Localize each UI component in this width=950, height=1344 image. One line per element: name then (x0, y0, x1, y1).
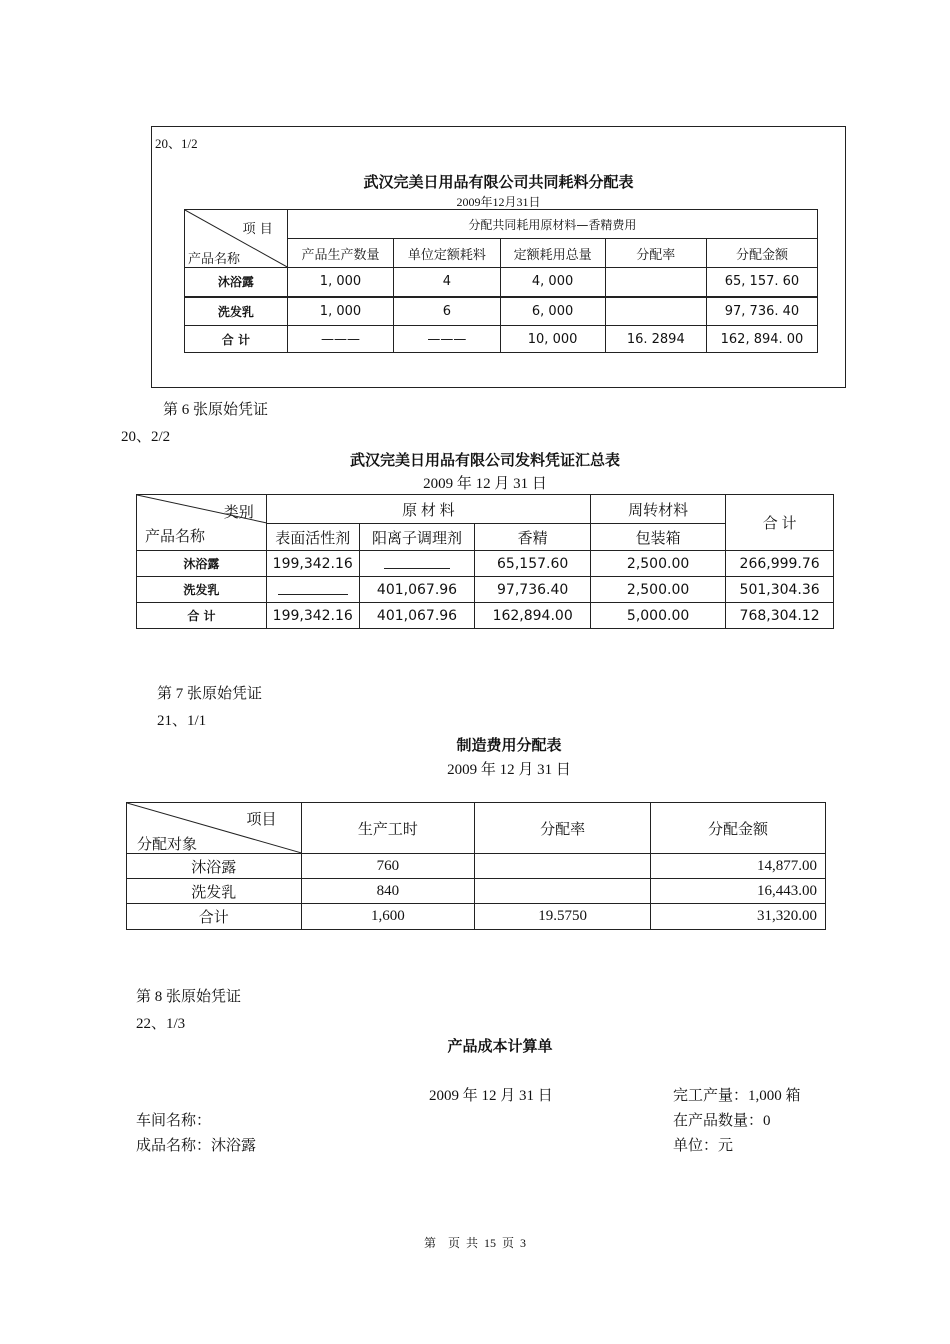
cell: 19.5750 (475, 904, 651, 930)
column-header: 阳离子调理剂 (359, 524, 475, 551)
cell (475, 879, 651, 904)
cell: 16,443.00 (650, 879, 825, 904)
manufacturing-overhead-table (126, 802, 826, 930)
section3-ref: 21、1/1 (157, 713, 207, 729)
voucher-8-label: 第 8 张原始凭证 (136, 989, 242, 1005)
cell: 14,877.00 (650, 854, 825, 879)
row-name: 沐浴露 (137, 551, 267, 577)
diagonal-header-cell (137, 495, 267, 551)
section2-title: 武汉完美日用品有限公司发料凭证汇总表 (349, 451, 620, 469)
finished-product-name: 成品名称：沐浴露 (136, 1138, 257, 1154)
cell: 2,500.00 (590, 551, 725, 577)
section2-date: 2009 年 12 月 31 日 (423, 476, 547, 492)
section4-date: 2009 年 12 月 31 日 (429, 1088, 553, 1104)
section1-title: 武汉完美日用品有限公司共同耗料分配表 (363, 173, 634, 191)
section4-ref: 22、1/3 (136, 1016, 186, 1032)
header-category-label: 类别 (223, 505, 254, 521)
row-name: 合 计 (185, 326, 288, 353)
table-row (185, 268, 818, 297)
cell: 840 (301, 879, 475, 904)
cell: 768,304.12 (726, 603, 834, 629)
row-name: 合计 (127, 904, 302, 930)
diagonal-header-cell (127, 803, 302, 854)
group-turnover-material: 周转材料 (590, 495, 725, 524)
section3-date: 2009 年 12 月 31 日 (447, 762, 571, 778)
table-row (185, 297, 818, 326)
cell: 97,736.40 (475, 577, 591, 603)
cell: 401,067.96 (359, 577, 475, 603)
cell: 16. 2894 (605, 326, 706, 353)
cell: 162,894.00 (475, 603, 591, 629)
cell: 199,342.16 (266, 603, 359, 629)
cell: 760 (301, 854, 475, 879)
row-name: 沐浴露 (185, 268, 288, 297)
column-header: 分配金额 (706, 239, 817, 268)
cell: 10, 000 (500, 326, 605, 353)
table-row (185, 326, 818, 353)
material-issue-summary-table (136, 494, 834, 629)
cell: 2,500.00 (590, 577, 725, 603)
column-header: 分配率 (605, 239, 706, 268)
section1-date: 2009年12月31日 (456, 195, 541, 209)
section3-title: 制造费用分配表 (456, 736, 562, 754)
row-name: 沐浴露 (127, 854, 302, 879)
section2-ref: 20、2/2 (121, 429, 171, 445)
cell: 162, 894. 00 (706, 326, 817, 353)
cell: 97, 736. 40 (706, 297, 817, 326)
cell-blank (359, 551, 475, 577)
column-header: 生产工时 (301, 803, 475, 854)
cell: 65, 157. 60 (706, 268, 817, 297)
cell (475, 854, 651, 879)
row-name: 洗发乳 (137, 577, 267, 603)
cell: 266,999.76 (726, 551, 834, 577)
table-row (127, 854, 826, 879)
table-row (137, 577, 834, 603)
column-header: 分配金额 (650, 803, 825, 854)
column-header: 包装箱 (590, 524, 725, 551)
cell: 4 (394, 268, 500, 297)
group-raw-material: 原 材 料 (266, 495, 590, 524)
cell (605, 268, 706, 297)
cell: 65,157.60 (475, 551, 591, 577)
header-target-label: 分配对象 (137, 837, 198, 853)
workshop-name: 车间名称： (136, 1113, 212, 1129)
column-header: 表面活性剂 (266, 524, 359, 551)
header-product-label: 产品名称 (145, 529, 206, 545)
cell: 6 (394, 297, 500, 326)
column-header: 产品生产数量 (287, 239, 393, 268)
cell: 31,320.00 (650, 904, 825, 930)
section4-title: 产品成本计算单 (447, 1037, 553, 1055)
total-header: 合 计 (726, 495, 834, 551)
table-row (137, 603, 834, 629)
voucher-7-label: 第 7 张原始凭证 (157, 686, 263, 702)
header-item-label: 项目 (246, 812, 277, 828)
cell: 1,600 (301, 904, 475, 930)
table-row (137, 551, 834, 577)
common-material-allocation-table (184, 209, 818, 353)
cell: 1, 000 (287, 297, 393, 326)
cell: ——— (287, 326, 393, 353)
unit-label: 单位：元 (673, 1138, 734, 1154)
cell: 199,342.16 (266, 551, 359, 577)
cell: ——— (394, 326, 500, 353)
row-name: 洗发乳 (127, 879, 302, 904)
completed-output: 完工产量：1,000 箱 (673, 1088, 801, 1104)
cell-blank (266, 577, 359, 603)
diagonal-header-cell (185, 210, 288, 268)
cell: 4, 000 (500, 268, 605, 297)
column-header: 单位定额耗料 (394, 239, 500, 268)
cell: 1, 000 (287, 268, 393, 297)
cell: 6, 000 (500, 297, 605, 326)
header-item-label: 项 目 (242, 222, 273, 237)
cell: 5,000.00 (590, 603, 725, 629)
cell: 501,304.36 (726, 577, 834, 603)
page-footer: 第 页 共 15 页 3 (423, 1236, 526, 1250)
cell (605, 297, 706, 326)
wip-quantity: 在产品数量：0 (673, 1113, 771, 1129)
voucher-6-label: 第 6 张原始凭证 (163, 402, 269, 418)
table-row (127, 904, 826, 930)
column-header: 定额耗用总量 (500, 239, 605, 268)
cell: 401,067.96 (359, 603, 475, 629)
column-header: 香精 (475, 524, 591, 551)
table-row (127, 879, 826, 904)
section1-ref: 20、1/2 (155, 136, 198, 151)
row-name: 洗发乳 (185, 297, 288, 326)
row-name: 合 计 (137, 603, 267, 629)
column-header: 分配率 (475, 803, 651, 854)
group-header: 分配共同耗用原材料—香精费用 (287, 210, 817, 239)
header-product-label: 产品名称 (188, 252, 241, 267)
